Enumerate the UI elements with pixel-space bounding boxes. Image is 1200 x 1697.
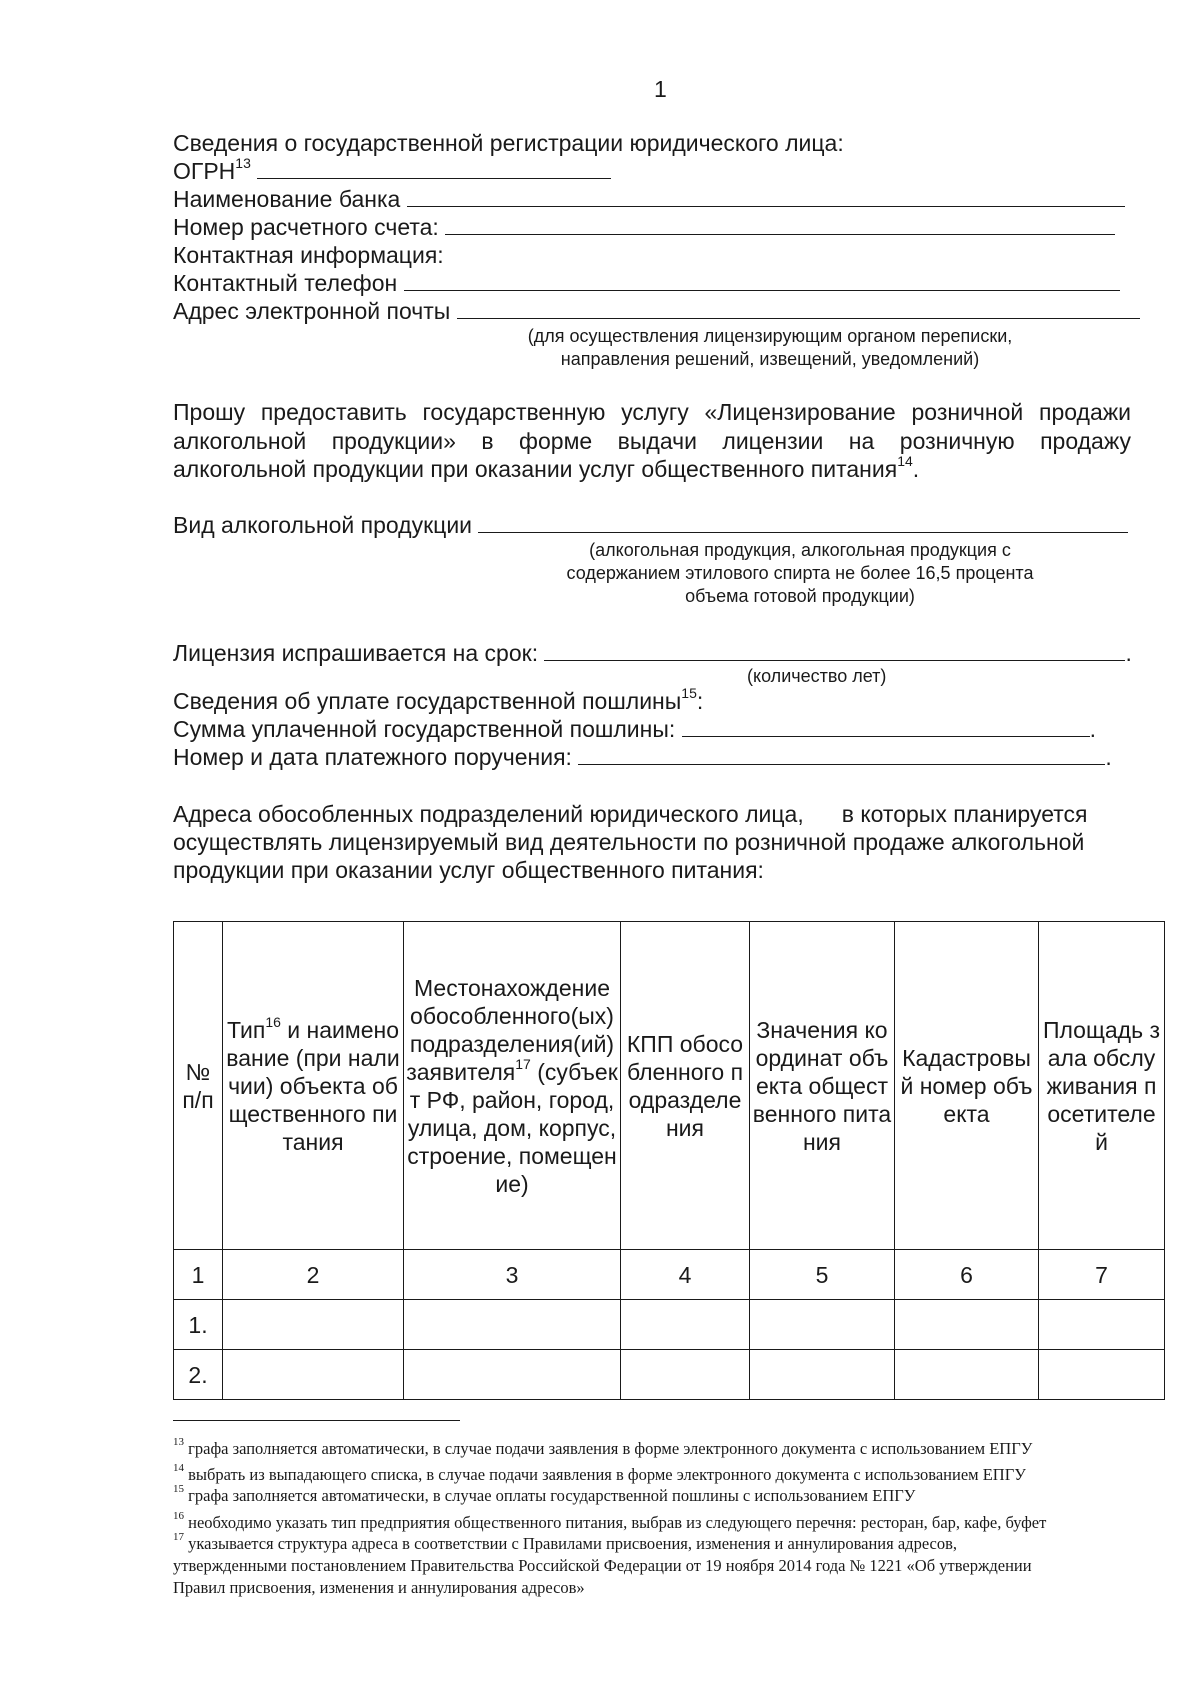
table-cell[interactable]: [895, 1300, 1039, 1350]
table-cell[interactable]: [621, 1350, 750, 1400]
column-number: 1: [174, 1250, 223, 1300]
addresses-paragraph: [173, 800, 1087, 884]
table-number-row: [174, 1250, 1165, 1300]
bank-row: [173, 185, 1125, 213]
header-text: (субъект РФ, район, город, улица, дом, корпус, строение, помещение): [407, 1058, 618, 1197]
term-label: Лицензия испрашивается на срок:: [173, 640, 539, 666]
duty-heading: [173, 687, 703, 715]
header-coordinates: Значения координат объекта общественного питания: [750, 922, 895, 1250]
colon: :: [696, 688, 704, 714]
table-cell[interactable]: [895, 1350, 1039, 1400]
table-cell[interactable]: [223, 1350, 404, 1400]
ogrn-row: [173, 157, 611, 185]
footnote-16: [173, 1509, 1047, 1534]
footnote-line: [173, 1530, 1032, 1555]
email-note: [470, 325, 1070, 371]
phone-row: [173, 269, 1120, 297]
account-row: [173, 213, 1115, 241]
ogrn-field[interactable]: [257, 158, 611, 179]
footnote-number: 14: [173, 1461, 184, 1474]
footnote-number: 15: [173, 1482, 184, 1495]
footnote-17: [173, 1530, 1032, 1599]
header-text: Местонахождение обособленного(ых) подразделения(ий) заявителя: [406, 974, 615, 1085]
phone-label: Контактный телефон: [173, 270, 398, 296]
column-number: 7: [1039, 1250, 1165, 1300]
product-note: [530, 539, 1070, 608]
table-row: [174, 1300, 1165, 1350]
addresses-line-a: Адреса обособленных подразделений юридического лица,: [173, 801, 804, 827]
product-row: [173, 511, 1128, 539]
footnote-ref: 14: [897, 453, 913, 470]
bank-field[interactable]: [407, 186, 1125, 207]
footnote-line: Правил присвоения, изменения и аннулирования адресов»: [173, 1578, 585, 1597]
phone-field[interactable]: [404, 270, 1120, 291]
header-location: [404, 922, 621, 1250]
duty-sum-row: [173, 715, 1096, 743]
header-number: № п/п: [174, 922, 223, 1250]
footnote-line: утвержденными постановлением Правительства Российской Федерации от 19 ноября 2014 года № 1221 «Об утверждении: [173, 1556, 1032, 1575]
duty-heading-text: Сведения об уплате государственной пошлины: [173, 688, 682, 714]
period: .: [1125, 640, 1132, 666]
product-label: Вид алкогольной продукции: [173, 512, 473, 538]
account-label: Номер расчетного счета:: [173, 214, 439, 240]
addresses-line: продукции при оказании услуг общественного питания:: [173, 857, 764, 883]
product-note-line: (алкогольная продукция, алкогольная продукция с: [589, 540, 1011, 560]
request-line: [173, 455, 1131, 484]
page-number: 1: [654, 76, 667, 102]
column-number: 6: [895, 1250, 1039, 1300]
ogrn-label: ОГРН: [173, 158, 236, 184]
table-cell[interactable]: [750, 1300, 895, 1350]
term-field[interactable]: [544, 640, 1125, 661]
period: .: [1105, 744, 1112, 770]
subdivisions-table: [173, 921, 1165, 1400]
footnote-13: [173, 1435, 1033, 1460]
term-note: (количество лет): [747, 666, 887, 686]
column-number: 5: [750, 1250, 895, 1300]
footnote-ref: 13: [235, 155, 251, 172]
footnote-14: [173, 1461, 1026, 1486]
account-field[interactable]: [445, 214, 1115, 235]
payment-order-row: [173, 743, 1112, 771]
header-text: и наименование (при наличии) объекта общественного питания: [226, 1016, 400, 1155]
header-kpp: КПП обособленного подразделения: [621, 922, 750, 1250]
row-number: 1.: [174, 1300, 223, 1350]
table-cell[interactable]: [404, 1300, 621, 1350]
payment-order-field[interactable]: [578, 744, 1105, 765]
payment-order-label: Номер и дата платежного поручения:: [173, 744, 572, 770]
addresses-line-b: в которых планируется: [841, 801, 1088, 827]
duty-sum-label: Сумма уплаченной государственной пошлины:: [173, 716, 676, 742]
footnote-ref: 15: [681, 685, 697, 702]
product-note-line: содержанием этилового спирта не более 16,5 процента: [566, 563, 1034, 583]
addresses-line: осуществлять лицензируемый вид деятельности по розничной продаже алкогольной: [173, 829, 1085, 855]
addresses-line: [173, 800, 1087, 828]
request-line-text: алкогольной продукции при оказании услуг общественного питания: [173, 456, 898, 482]
footnote-ref: 17: [515, 1055, 531, 1072]
column-number: 4: [621, 1250, 750, 1300]
table-cell[interactable]: [621, 1300, 750, 1350]
footnote-ref: 16: [265, 1013, 281, 1030]
header-type: [223, 922, 404, 1250]
contact-heading: Контактная информация:: [173, 242, 444, 268]
table-cell[interactable]: [1039, 1300, 1165, 1350]
email-row: [173, 297, 1140, 325]
table-header-row: [174, 922, 1165, 1250]
period: .: [912, 456, 920, 482]
table-cell[interactable]: [750, 1350, 895, 1400]
footnote-number: 13: [173, 1435, 184, 1448]
request-paragraph: [173, 398, 1131, 484]
request-line: Прошу предоставить государственную услугу «Лицензирование розничной продажи: [173, 399, 1131, 425]
footnote-15: [173, 1482, 916, 1507]
request-line: алкогольной продукции» в форме выдачи лицензии на розничную продажу: [173, 427, 1131, 454]
email-note-line: направления решений, извещений, уведомлений): [560, 349, 980, 369]
term-row: [173, 639, 1132, 667]
footnote-text: необходимо указать тип предприятия общественного питания, выбрав из следующего перечня: ресторан, бар, кафе, буфет: [184, 1513, 1047, 1532]
column-number: 3: [404, 1250, 621, 1300]
footnote-separator: [173, 1420, 460, 1421]
row-number: 2.: [174, 1350, 223, 1400]
product-note-line: объема готовой продукции): [685, 586, 915, 606]
header-cadastral: Кадастровый номер объекта: [895, 922, 1039, 1250]
bank-label: Наименование банка: [173, 186, 401, 212]
email-field[interactable]: [457, 298, 1140, 319]
footnote-text: указывается структура адреса в соответствии с Правилами присвоения, изменения и аннулирования адресов,: [184, 1534, 958, 1553]
footnote-text: графа заполняется автоматически, в случае оплаты государственной пошлины с использованием ЕПГУ: [184, 1486, 916, 1505]
email-label: Адрес электронной почты: [173, 298, 451, 324]
period: .: [1089, 716, 1097, 742]
footnote-number: 16: [173, 1509, 184, 1522]
footnote-text: выбрать из выпадающего списка, в случае подачи заявления в форме электронного документа с использованием ЕПГУ: [184, 1465, 1026, 1484]
email-note-line: (для осуществления лицензирующим органом переписки,: [527, 326, 1013, 346]
header-text: Тип: [227, 1016, 266, 1043]
table-cell[interactable]: [404, 1350, 621, 1400]
table-row: [174, 1350, 1165, 1400]
registration-heading: Сведения о государственной регистрации юридического лица:: [173, 130, 844, 156]
column-number: 2: [223, 1250, 404, 1300]
header-area: Площадь зала обслуживания посетителей: [1039, 922, 1165, 1250]
table-cell[interactable]: [223, 1300, 404, 1350]
table-cell[interactable]: [1039, 1350, 1165, 1400]
footnote-number: 17: [173, 1530, 184, 1543]
footnote-text: графа заполняется автоматически, в случае подачи заявления в форме электронного документа с использованием ЕПГУ: [184, 1439, 1033, 1458]
duty-sum-field[interactable]: [682, 716, 1090, 737]
product-field[interactable]: [478, 512, 1128, 533]
